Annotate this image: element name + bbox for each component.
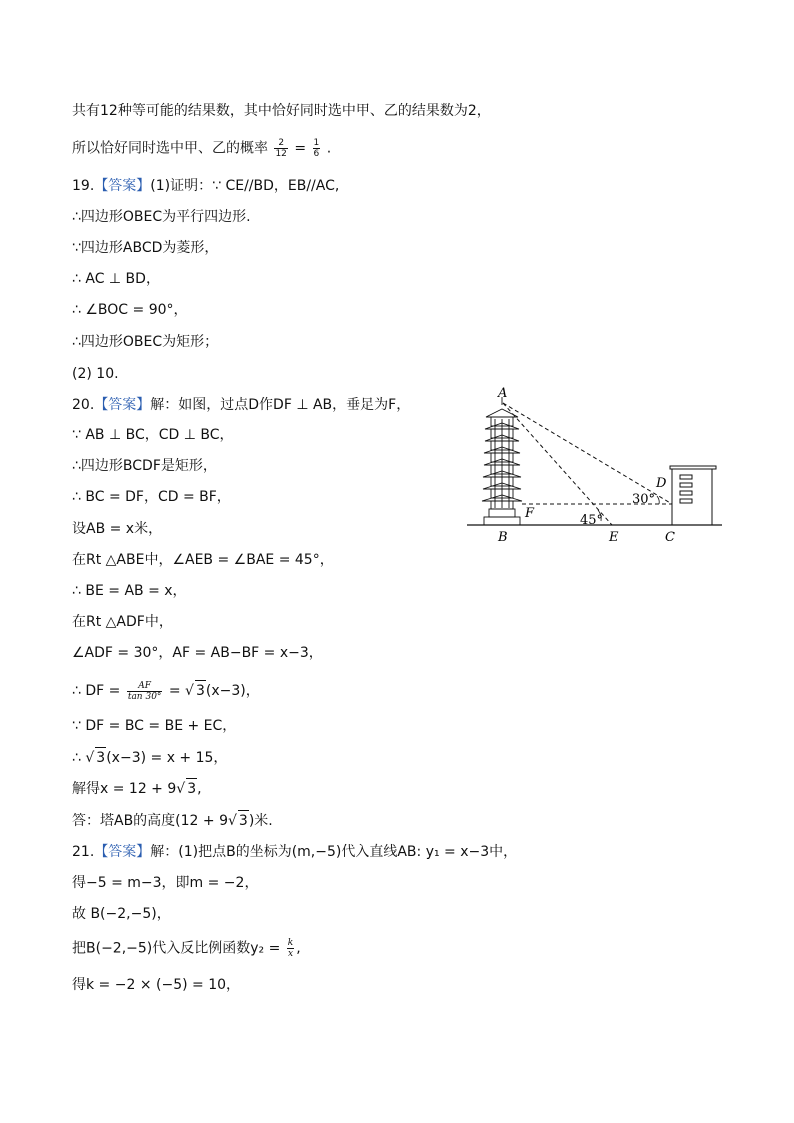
tower-building-figure (462, 383, 727, 548)
building-icon (670, 466, 716, 525)
text-line: ∵四边形ABCD为菱形， (72, 240, 219, 256)
text-line: 得−5 = m−3，即m = −2， (72, 875, 259, 891)
sqrt: 3 (195, 680, 206, 701)
sqrt: 3 (95, 747, 106, 768)
text-line: ∴ BE = AB = x， (72, 583, 187, 599)
text-line: 把B(−2,−5)代入反比例函数y₂ = $\frac{k}{x}$ , (72, 938, 301, 959)
text-line: ∵ DF = BC = BE + EC， (72, 718, 237, 734)
label-B: B (498, 530, 508, 545)
text-line: 共有12种等可能的结果数，其中恰好同时选中甲、乙的结果数为2， (72, 103, 491, 119)
label-A: A (498, 386, 508, 401)
text-line: 设AB = x米， (72, 521, 163, 537)
text-line: ∠ADF = 30°，AF = AB−BF = x−3， (72, 645, 323, 661)
question-19-header: 19.【答案】(1)证明：∵ CE//BD，EB//AC, (72, 178, 340, 194)
fraction: $\frac{1}{6}$ (313, 138, 320, 159)
angle-arc-30 (657, 496, 659, 504)
text-line: ∴ √ 3(x−3) = x + 15， (72, 747, 227, 768)
label-E: E (609, 530, 619, 545)
text-line: 故 B(−2,−5)， (72, 906, 171, 922)
text-line: ∴四边形OBEC为平行四边形. (72, 209, 251, 225)
text-line: 答：塔AB的高度(12 + 9√ 3)米. (72, 810, 273, 831)
answer-tag: 【答案】 (94, 397, 151, 413)
sqrt: 3 (238, 810, 249, 831)
answer-tag: 【答案】 (94, 844, 151, 860)
text-line: ∴ AC ⊥ BD， (72, 271, 160, 287)
label-F: F (525, 506, 535, 521)
text-line: 解得x = 12 + 9√ 3, (72, 778, 202, 799)
pagoda-icon (482, 397, 522, 525)
sqrt: 3 (186, 778, 197, 799)
text-line: 所以恰好同时选中甲、乙的概率 $\frac{2}{12}$ = $\frac{1}{6}$ . (72, 138, 332, 159)
text-line: (2) 10. (72, 366, 119, 382)
fraction: $\frac{k}{x}$ (287, 938, 294, 959)
text-line: ∵ AB ⊥ BC，CD ⊥ BC， (72, 427, 234, 443)
line-AE (503, 403, 612, 525)
angle-label-30: 30° (632, 492, 656, 507)
label-C: C (665, 530, 675, 545)
line-AD (503, 403, 672, 504)
text-line: 在Rt △ABE中，∠AEB = ∠BAE = 45°， (72, 552, 334, 568)
answer-tag: 【答案】 (94, 178, 151, 194)
text-line: ∴ DF = $\frac{AF}{\tan 30^\circ}$ = √ 3(x−3)， (72, 680, 260, 702)
text-line: ∴ ∠BOC = 90°， (72, 302, 188, 318)
question-21-header: 21.【答案】解：(1)把点B的坐标为(m,−5)代入直线AB: y₁ = x−3中， (72, 844, 518, 860)
fraction: $\frac{AF}{\tan 30^\circ}$ (127, 680, 162, 702)
fraction: $\frac{2}{12}$ (275, 138, 287, 159)
text-line: 得k = −2 × (−5) = 10， (72, 977, 241, 993)
text-line: ∴ BC = DF，CD = BF， (72, 489, 231, 505)
angle-label-45: 45° (580, 513, 604, 528)
text-line: ∴四边形BCDF是矩形， (72, 458, 217, 474)
label-D: D (656, 476, 667, 491)
question-20-header: 20.【答案】解：如图，过点D作DF ⊥ AB，垂足为F， (72, 397, 411, 413)
text-line: ∴四边形OBEC为矩形； (72, 334, 219, 350)
text-line: 在Rt △ADF中， (72, 614, 173, 630)
